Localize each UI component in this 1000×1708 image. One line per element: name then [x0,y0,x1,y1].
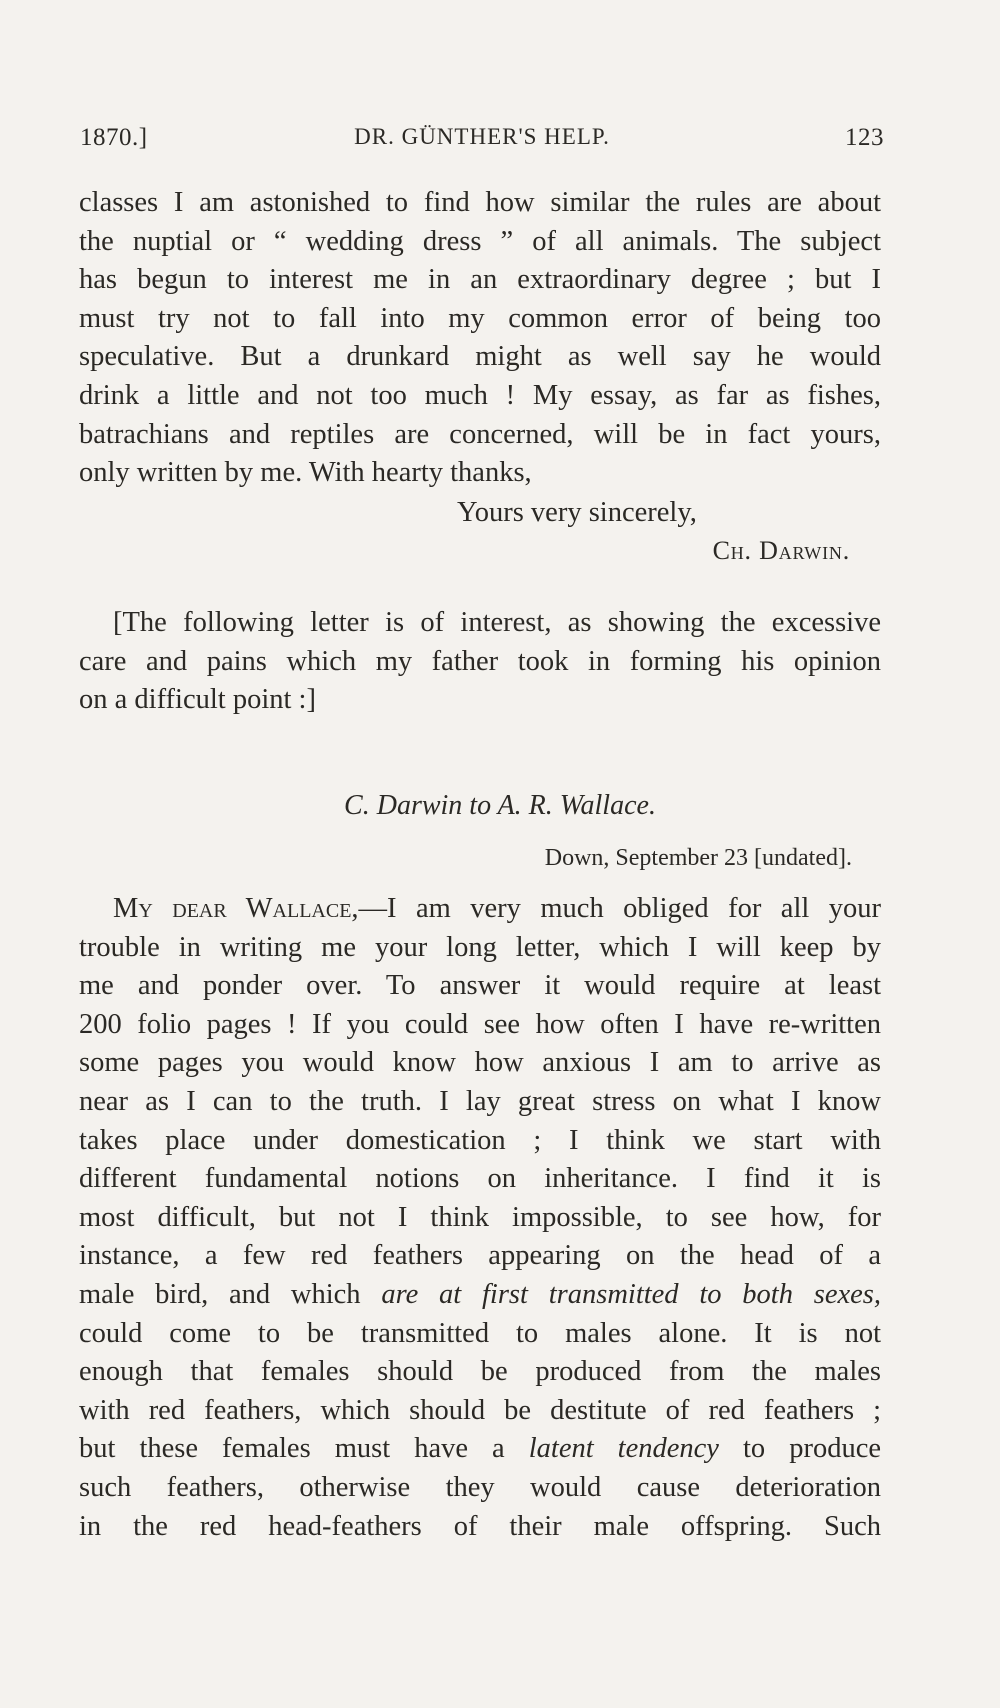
text-line: such feathers, otherwise they would cause deterioration [79,1471,881,1503]
italic-emphasis: are at first transmitted to both sexes, [381,1278,881,1310]
text-line: some pages you would know how anxious I am to arrive as [79,1047,881,1079]
text-line: has begun to interest me in an extraordinary degree ; but I [79,264,881,296]
text-line: enough that females should be produced from the males [79,1356,881,1388]
page-number: 123 [845,124,884,151]
running-head-year: 1870.] [80,124,148,151]
text-segment: but these females must have a [79,1433,529,1465]
letter-closing: Yours very sincerely, [457,497,697,528]
paragraph-2 [79,604,881,720]
text-line: must try not to fall into my common error of being too [79,302,881,334]
text-segment: to produce [718,1433,881,1465]
text-line: instance, a few red feathers appearing on the head of a [79,1240,881,1272]
text-line: the nuptial or “ wedding dress ” of all animals. The subject [79,225,881,257]
text-line: different fundamental notions on inheritance. I find it is [79,1163,881,1195]
text-line: on a difficult point :] [79,684,316,716]
text-line: drink a little and not too much ! My essay, as far as fishes, [79,379,881,411]
text-line: me and ponder over. To answer it would require at least [79,970,881,1002]
letter-signature: Ch. Darwin. [712,536,850,565]
running-head-title: DR. GÜNTHER'S HELP. [354,124,610,149]
text-line: [The following letter is of interest, as showing the excessive [113,607,881,638]
letter-heading: C. Darwin to A. R. Wallace. [344,790,656,821]
text-line: takes place under domestication ; I think we start with [79,1124,881,1156]
text-segment: —I am very much obliged for all your [358,893,881,924]
running-head [80,124,884,158]
text-line: in the red head-feathers of their male offspring. Such [79,1510,881,1542]
italic-emphasis: latent tendency [528,1433,719,1465]
paragraph-3 [79,890,881,1546]
text-line: speculative. But a drunkard might as well say he would [79,341,881,373]
text-line: trouble in writing me your long letter, which I will keep by [79,931,881,963]
text-line: batrachians and reptiles are concerned, will be in fact yours, [79,418,881,450]
text-line [79,890,881,929]
paragraph-1 [79,184,881,493]
letter-salutation: My dear Wallace, [113,893,359,924]
text-line: could come to be transmitted to males alone. It is not [79,1317,881,1349]
text-segment: male bird, and which [79,1278,382,1310]
text-line: classes I am astonished to find how similar the rules are about [79,187,881,218]
text-line: 200 folio pages ! If you could see how often I have re-written [79,1008,881,1040]
text-line [79,1276,881,1315]
text-line: near as I can to the truth. I lay great stress on what I know [79,1085,881,1117]
text-line: most difficult, but not I think impossible, to see how, for [79,1201,881,1233]
text-line: only written by me. With hearty thanks, [79,457,532,489]
text-line: care and pains which my father took in forming his opinion [79,645,881,677]
letter-dateline: Down, September 23 [undated]. [544,845,852,871]
text-line: with red feathers, which should be destitute of red feathers ; [79,1394,881,1426]
text-line [79,1430,881,1469]
